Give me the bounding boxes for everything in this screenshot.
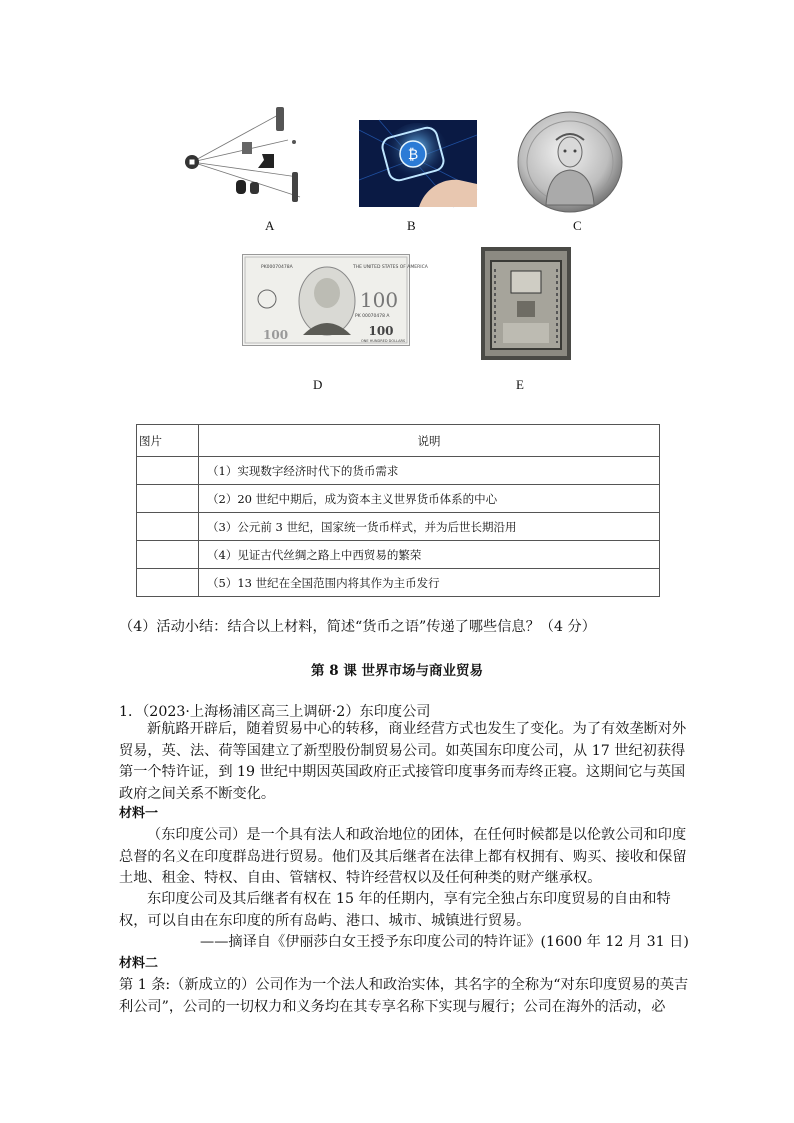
ancient-coins-diagram-icon xyxy=(178,102,306,207)
image-c-gold-coin xyxy=(516,110,625,215)
caption-d: D xyxy=(313,377,323,392)
caption-c: C xyxy=(573,218,582,233)
caption-a: A xyxy=(265,218,275,233)
table-header-desc: 说明 xyxy=(199,425,660,457)
table-cell-desc: （5）13 世纪在全国范围内将其作为主币发行 xyxy=(199,569,660,597)
bill-denomination-left: 100 xyxy=(263,328,289,342)
image-e-paper-money xyxy=(481,247,571,360)
bill-denomination-side: 100 xyxy=(359,288,399,312)
bill-topline: THE UNITED STATES OF AMERICA xyxy=(353,265,428,270)
table-cell-desc: （2）20 世纪中期后，成为资本主义世界货币体系的中心 xyxy=(199,485,660,513)
bill-bottomline: ONE HUNDRED DOLLARS xyxy=(361,339,406,343)
bill-denomination-bottom: 100 xyxy=(368,324,394,338)
table-cell-image[interactable] xyxy=(137,457,199,485)
question-4: （4）活动小结：结合以上材料，简述“货币之语”传递了哪些信息？（4 分） xyxy=(119,619,596,635)
yuan-paper-money-icon xyxy=(481,247,571,360)
intro-paragraph: 新航路开辟后，随着贸易中心的转移，商业经营方式也发生了变化。为了有效垄断对外贸易，英、法、荷等国建立了新型股份制贸易公司。如英国东印度公司，从 17 世纪初获得第一个特许证，到 19 世纪中期因英国政府正式接管印度事务而寿终正寝。这期间它与英国政府之间关系不断变化。 xyxy=(119,721,687,802)
hundred-dollar-bill-icon xyxy=(243,255,428,345)
image-d-dollar-bill xyxy=(242,254,428,346)
table-cell-image[interactable] xyxy=(137,513,199,541)
table-cell-image[interactable] xyxy=(137,569,199,597)
table-cell-desc: （3）公元前 3 世纪，国家统一货币样式，并为后世长期沿用 xyxy=(199,513,660,541)
table-row xyxy=(137,513,660,541)
bill-serial-right: PK 00070478 A xyxy=(355,314,390,319)
table-cell-desc: （4）见证古代丝绸之路上中西贸易的繁荣 xyxy=(199,541,660,569)
table-row xyxy=(137,569,660,597)
caption-e: E xyxy=(516,377,524,392)
table-cell-desc: （1）实现数字经济时代下的货币需求 xyxy=(199,457,660,485)
caption-b: B xyxy=(407,218,416,233)
table-cell-image[interactable] xyxy=(137,485,199,513)
table-row xyxy=(137,457,660,485)
image-a-ancient-coins xyxy=(178,102,306,207)
table-header-image: 图片 xyxy=(137,425,199,457)
table-header-row xyxy=(137,425,660,457)
byzantine-gold-coin-icon xyxy=(516,110,625,215)
material-1-label: 材料一 xyxy=(119,806,159,821)
lesson-title: 第 8 课 世界市场与商业贸易 xyxy=(311,663,483,679)
material-1-source: ——摘译自《伊丽莎白女王授予东印度公司的特许证》(1600 年 12 月 31 日) xyxy=(200,934,689,950)
bill-serial-top: PK00070478A xyxy=(261,265,293,270)
table-row xyxy=(137,541,660,569)
currency-table xyxy=(136,424,660,597)
material-1-paragraph-1: （东印度公司）是一个具有法人和政治地位的团体，在任何时候都是以伦敦公司和印度总督的名义在印度群岛进行贸易。他们及其后继者在法律上都有权拥有、购买、接收和保留土地、租金、特权、自由、管辖权、特许经营权以及任何种类的财产继承权。 xyxy=(119,827,687,886)
bitcoin-hand-image-icon xyxy=(359,120,477,207)
table-cell-image[interactable] xyxy=(137,541,199,569)
material-2-paragraph-1: 第 1 条:（新成立的）公司作为一个法人和政治实体，其名字的全称为“对东印度贸易的英吉利公司”，公司的一切权力和义务均在其专享名称下实现与履行；公司在海外的活动，必 xyxy=(119,977,689,1015)
question-1-head: 1．（2023·上海杨浦区高三上调研·2）东印度公司 xyxy=(119,704,431,720)
table-row xyxy=(137,485,660,513)
image-b-bitcoin xyxy=(359,120,477,207)
material-1-paragraph-2: 东印度公司及其后继者有权在 15 年的任期内，享有完全独占东印度贸易的自由和特权，可以自由在东印度的所有岛屿、港口、城市、城镇进行贸易。 xyxy=(119,891,671,929)
svg-text:₿: ₿ xyxy=(407,147,419,163)
material-2-label: 材料二 xyxy=(119,956,159,971)
